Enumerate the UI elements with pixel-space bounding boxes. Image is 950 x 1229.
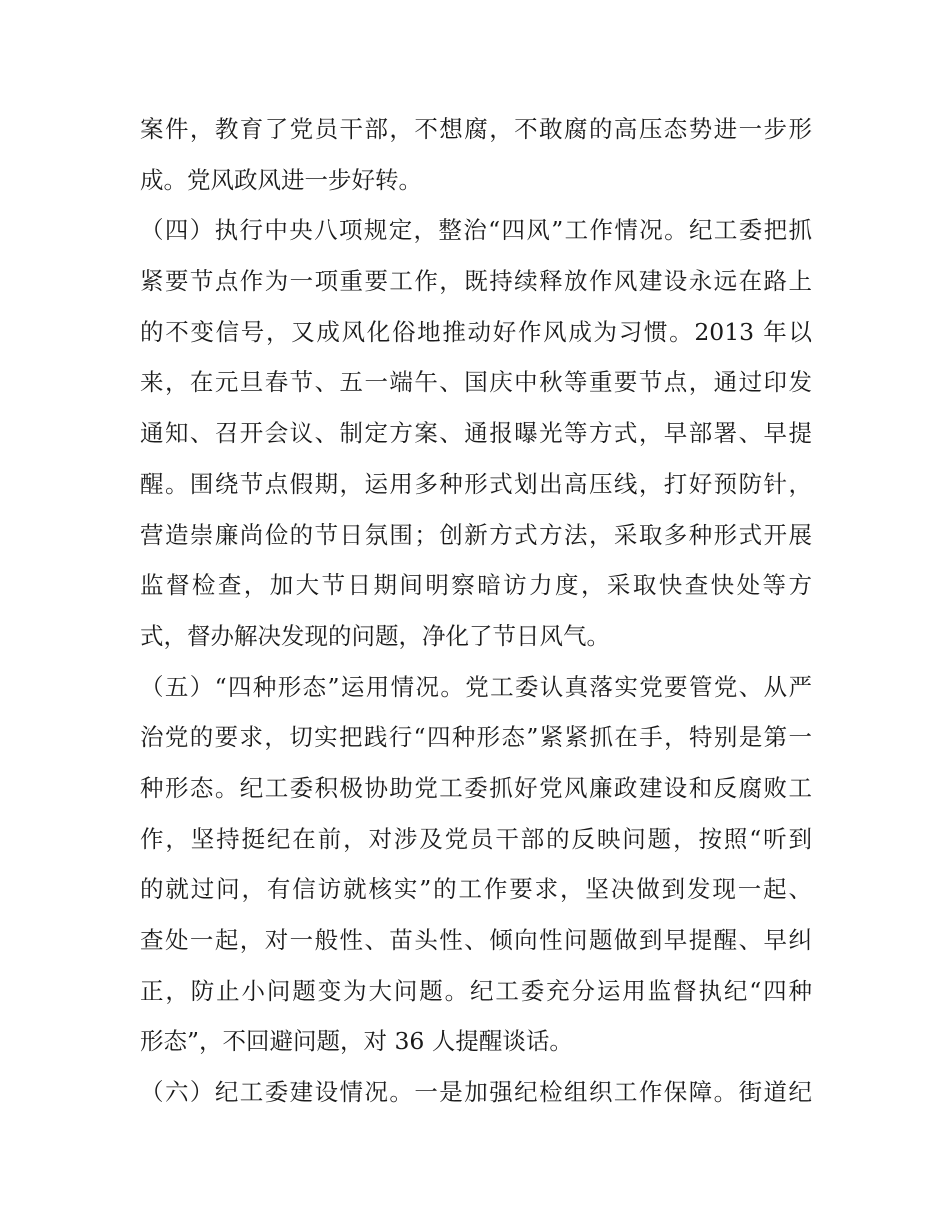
text-line: 治党的要求，切实把践行“四种形态”紧紧抓在手，特别是第一 xyxy=(140,723,812,752)
text-line: 正，防止小问题变为大问题。纪工委充分运用监督执纪“四种 xyxy=(140,976,812,1005)
text-line: 紧要节点作为一项重要工作，既持续释放作风建设永远在路上 xyxy=(140,267,812,296)
text-line: 醒。围绕节点假期，运用多种形式划出高压线，打好预防针， xyxy=(140,469,812,498)
text-line: 成。党风政风进一步好转。 xyxy=(140,165,422,194)
text-line: 监督检查，加大节日期间明察暗访力度，采取快查快处等方 xyxy=(140,571,812,600)
text-line: （四）执行中央八项规定，整治“四风”工作情况。纪工委把抓 xyxy=(140,216,812,245)
text-line: 作，坚持挺纪在前，对涉及党员干部的反映问题，按照“听到 xyxy=(140,824,812,853)
text-line: 的不变信号，又成风化俗地推动好作风成为习惯。2013 年以 xyxy=(140,317,812,346)
text-line: 形态”，不回避问题，对 36 人提醒谈话。 xyxy=(140,1027,573,1056)
document-body xyxy=(140,104,812,1118)
text-line: （六）纪工委建设情况。一是加强纪检组织工作保障。街道纪 xyxy=(140,1078,812,1107)
text-line: 查处一起，对一般性、苗头性、倾向性问题做到早提醒、早纠 xyxy=(140,926,812,954)
text-line: 来，在元旦春节、五一端午、国庆中秋等重要节点，通过印发 xyxy=(140,368,812,397)
text-line: 通知、召开会议、制定方案、通报曝光等方式，早部署、早提 xyxy=(140,419,812,448)
text-line: 的就过问，有信访就核实”的工作要求，坚决做到发现一起、 xyxy=(140,875,812,904)
text-line: 种形态。纪工委积极协助党工委抓好党风廉政建设和反腐败工 xyxy=(140,773,812,802)
text-line: 式，督办解决发现的问题，净化了节日风气。 xyxy=(140,621,610,650)
text-line: 案件，教育了党员干部，不想腐，不敢腐的高压态势进一步形 xyxy=(140,115,812,143)
text-line: （五）“四种形态”运用情况。党工委认真落实党要管党、从严 xyxy=(140,672,812,701)
text-line: 营造崇廉尚俭的节日氛围；创新方式方法，采取多种形式开展 xyxy=(140,520,812,549)
